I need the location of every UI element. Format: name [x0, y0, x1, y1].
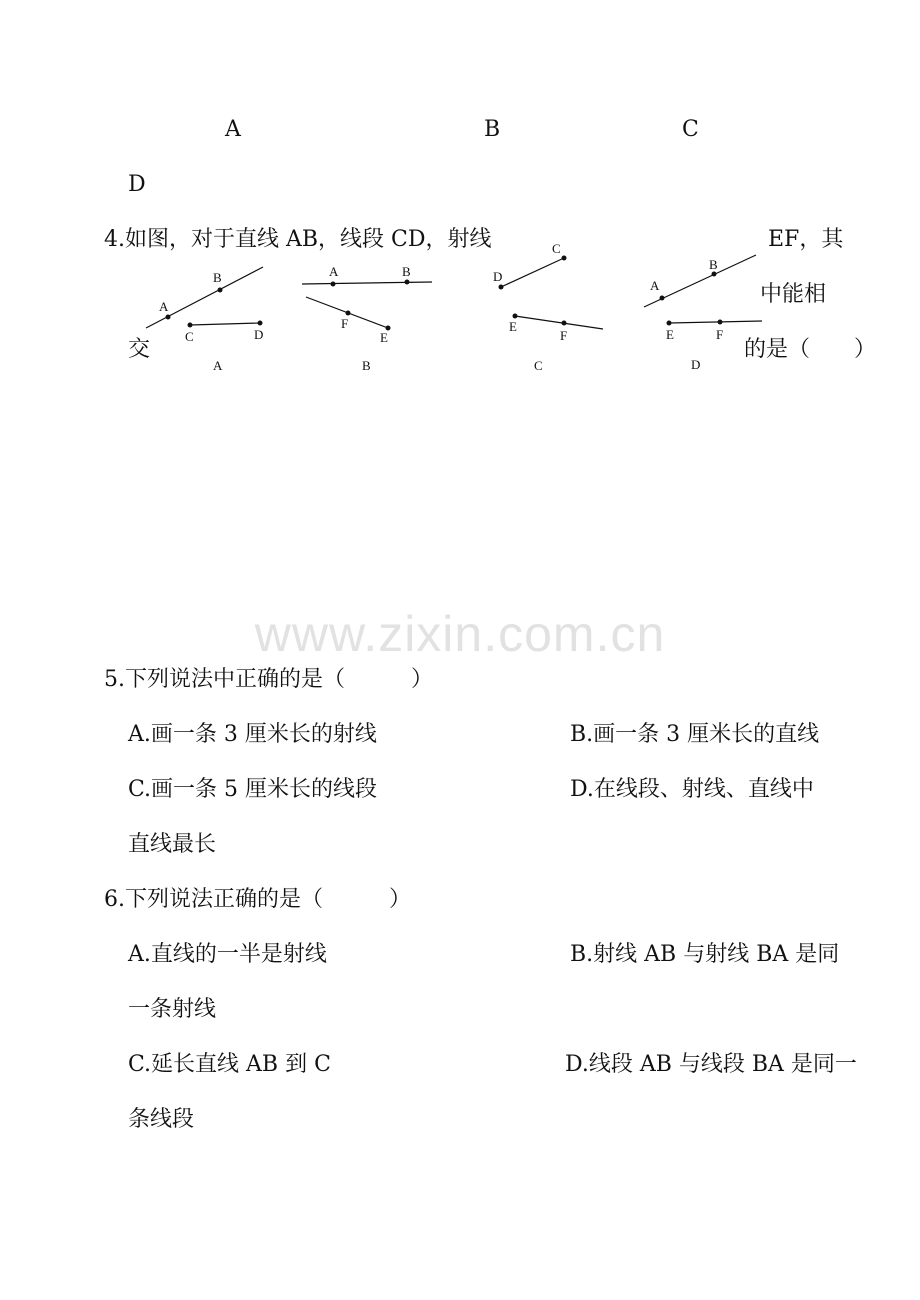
- label-f: F: [716, 327, 724, 342]
- ray-ef: [515, 316, 603, 329]
- label-f: F: [341, 316, 349, 331]
- q5-option-d: D.在线段、射线、直线中: [570, 777, 814, 802]
- point-e: [513, 314, 518, 319]
- label-a: A: [329, 264, 339, 279]
- label-a: A: [159, 299, 169, 314]
- point-d: [499, 285, 504, 290]
- label-e: E: [509, 319, 517, 334]
- q5-option-a: A.画一条 3 厘米长的射线: [128, 722, 377, 747]
- q6-stem: 6.下列说法正确的是（ ）: [104, 887, 411, 912]
- point-b: [405, 280, 410, 285]
- label-a: A: [650, 278, 660, 293]
- segment-cd: [190, 323, 260, 325]
- label-d: D: [493, 269, 503, 284]
- q6-option-d-cont: 条线段: [128, 1107, 195, 1132]
- q4-stem: 4.如图，对于直线 AB，线段 CD，射线: [104, 227, 492, 252]
- q5-option-c: C.画一条 5 厘米长的线段: [128, 777, 378, 802]
- label-b: B: [213, 270, 222, 285]
- prev-option-d: D: [128, 172, 146, 197]
- point-d: [258, 321, 263, 326]
- figure-b: [302, 264, 432, 373]
- q4-stem-cont3: 的是（ ）: [744, 337, 877, 362]
- line-ab: [302, 282, 432, 284]
- q6-option-d: D.线段 AB 与线段 BA 是同一: [565, 1052, 857, 1077]
- prev-option-c: C: [682, 117, 699, 142]
- point-f: [562, 321, 567, 326]
- q6-option-b: B.射线 AB 与射线 BA 是同: [570, 942, 840, 967]
- q4-stem-cont1: 中能相: [760, 282, 827, 307]
- q4-figure-svg: [130, 241, 890, 390]
- label-b: B: [402, 264, 411, 279]
- caption-d: D: [691, 357, 701, 372]
- point-f: [718, 320, 723, 325]
- point-b: [712, 272, 717, 277]
- point-a: [166, 315, 171, 320]
- prev-option-a: A: [225, 117, 241, 142]
- point-c: [562, 256, 567, 261]
- label-c: C: [185, 329, 194, 344]
- q6-option-c: C.延长直线 AB 到 C: [128, 1052, 331, 1077]
- label-f: F: [560, 328, 568, 343]
- label-d: D: [254, 327, 264, 342]
- caption-c: C: [534, 358, 543, 373]
- caption-a: A: [213, 358, 223, 373]
- caption-b: B: [362, 358, 371, 373]
- ray-ef: [669, 321, 762, 323]
- point-a: [331, 282, 336, 287]
- q4-figures: [130, 241, 890, 390]
- label-b: B: [709, 257, 718, 272]
- point-e: [667, 321, 672, 326]
- point-c: [188, 323, 193, 328]
- q6-option-b-cont: 一条射线: [128, 997, 217, 1022]
- point-f: [346, 311, 351, 316]
- figure-a: [146, 267, 263, 373]
- q5-option-d-cont: 直线最长: [128, 832, 217, 857]
- label-c: C: [552, 241, 561, 256]
- q4-stem-right: EF，其: [768, 227, 844, 252]
- point-b: [218, 288, 223, 293]
- figure-d: [644, 255, 762, 372]
- q4-stem-cont2: 交: [128, 337, 151, 362]
- watermark: www.zixin.com.cn: [254, 606, 666, 662]
- prev-option-b: B: [484, 117, 501, 142]
- q6-option-a: A.直线的一半是射线: [128, 942, 327, 967]
- figure-c: [493, 241, 603, 373]
- point-a: [660, 296, 665, 301]
- label-e: E: [380, 330, 388, 345]
- segment-cd: [501, 258, 564, 287]
- q5-option-b: B.画一条 3 厘米长的直线: [570, 722, 820, 747]
- q5-stem: 5.下列说法中正确的是（ ）: [104, 667, 433, 692]
- line-ab: [146, 267, 263, 328]
- label-e: E: [666, 327, 674, 342]
